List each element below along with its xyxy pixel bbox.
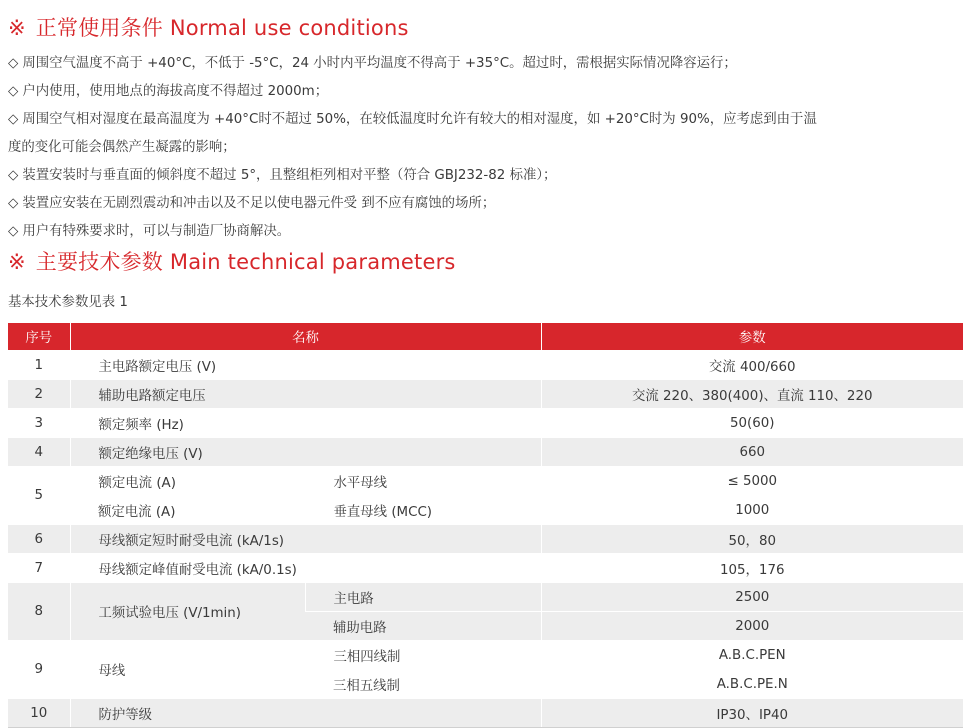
section-title-technical-parameters: ※ 主要技术参数 Main technical parameters — [8, 250, 456, 274]
table-row: 2 辅助电路额定电压 交流 220、380(400)、直流 110、220 — [8, 380, 963, 409]
table-row: 3 额定频率 (Hz) 50(60) — [8, 409, 963, 438]
table-row: 8 工频试验电压 (V/1min) 主电路 2500 — [8, 583, 963, 612]
list-item: ◇ 装置安装时与垂直面的倾斜度不超过 5°，且整组柜列相对平整（符合 GBJ232-82 标准）； — [8, 168, 557, 183]
diamond-bullet-icon: ◇ — [8, 84, 19, 99]
reference-mark-icon: ※ — [8, 16, 26, 40]
table-row: 辅助电路 2000 — [8, 612, 963, 641]
table-row: 9 母线 三相四线制 A.B.C.PEN — [8, 641, 963, 670]
header-no: 序号 — [8, 323, 70, 351]
table-row: 10 防护等级 IP30、IP40 — [8, 699, 963, 728]
table-row: 额定电流 (A) 垂直母线 (MCC) 1000 — [8, 496, 963, 525]
technical-parameters-table — [8, 323, 963, 728]
diamond-bullet-icon: ◇ — [8, 168, 19, 183]
diamond-bullet-icon: ◇ — [8, 112, 19, 127]
reference-mark-icon: ※ — [8, 250, 26, 274]
list-item-continuation: 度的变化可能会偶然产生凝露的影响； — [8, 140, 236, 155]
section-title-normal-use: ※ 正常使用条件 Normal use conditions — [8, 16, 409, 40]
table-row: 7 母线额定峰值耐受电流 (kA/0.1s) 105，176 — [8, 554, 963, 583]
table-row: 三相五线制 A.B.C.PE.N — [8, 670, 963, 699]
list-item: ◇ 户内使用，使用地点的海拔高度不得超过 2000m； — [8, 84, 329, 99]
diamond-bullet-icon: ◇ — [8, 224, 19, 239]
table-row: 4 额定绝缘电压 (V) 660 — [8, 438, 963, 467]
header-name: 名称 — [70, 323, 541, 351]
header-value: 参数 — [541, 323, 963, 351]
list-item: ◇ 装置应安装在无剧烈震动和冲击以及不足以使电器元件受 到不应有腐蚀的场所； — [8, 196, 496, 211]
diamond-bullet-icon: ◇ — [8, 56, 19, 71]
list-item: ◇ 周围空气相对湿度在最高温度为 +40°C时不超过 50%，在较低温度时允许有较大的相对湿度，如 +20°C时为 90%，应考虑到由于温 — [8, 112, 817, 127]
diamond-bullet-icon: ◇ — [8, 196, 19, 211]
table-row: 6 母线额定短时耐受电流 (kA/1s) 50，80 — [8, 525, 963, 554]
table-row: 5 额定电流 (A) 水平母线 ≤ 5000 — [8, 467, 963, 496]
table-row: 1 主电路额定电压 (V) 交流 400/660 — [8, 351, 963, 380]
list-item: ◇ 用户有特殊要求时，可以与制造厂协商解决。 — [8, 224, 291, 239]
table-intro: 基本技术参数见表 1 — [8, 295, 128, 310]
table-header-row — [8, 323, 963, 351]
list-item: ◇ 周围空气温度不高于 +40°C，不低于 -5°C，24 小时内平均温度不得高于 +35°C。超过时，需根据实际情况降容运行； — [8, 56, 737, 71]
